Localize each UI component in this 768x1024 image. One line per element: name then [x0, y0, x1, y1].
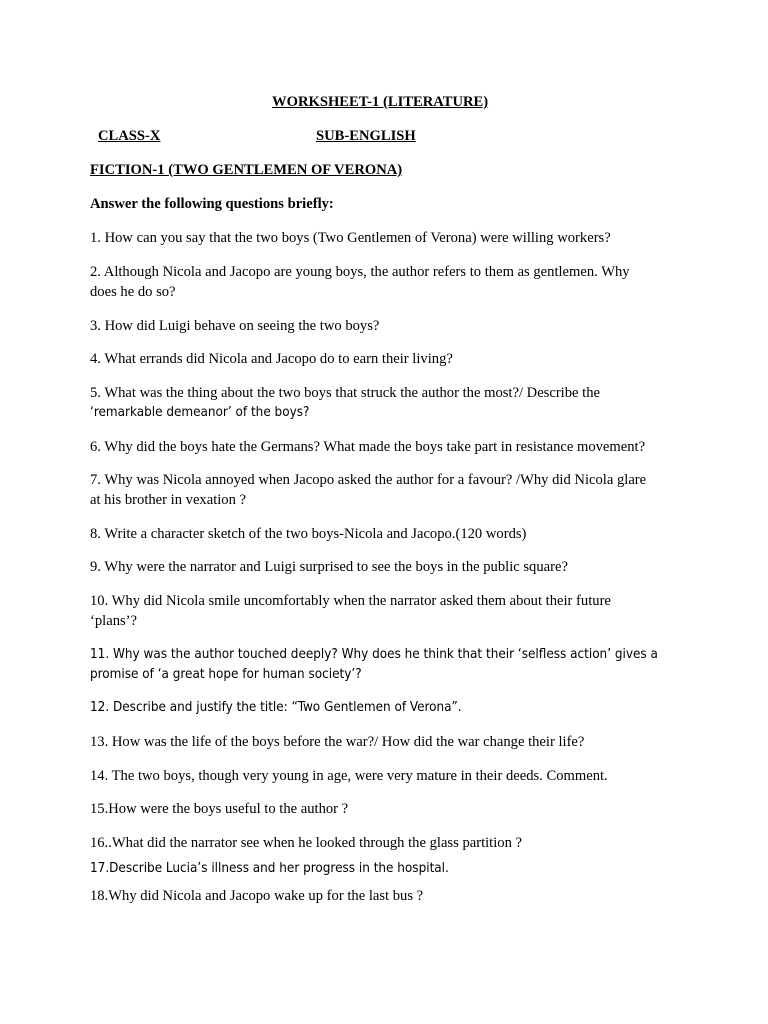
question-4-line-1: 4. What errands did Nicola and Jacopo do to earn their living?	[90, 351, 453, 367]
question-11-line-1: 11. Why was the author touched deeply? Why does he think that their ‘selfless action’ gives a	[90, 647, 658, 662]
question-8-line-1: 8. Write a character sketch of the two boys-Nicola and Jacopo.(120 words)	[90, 526, 527, 542]
question-16-line-1: 16..What did the narrator see when he looked through the glass partition ?	[90, 835, 523, 851]
question-10-line-2: ‘plans’?	[90, 613, 138, 629]
question-2-line-1: 2. Although Nicola and Jacopo are young boys, the author refers to them as gentlemen. Why	[90, 264, 630, 280]
question-5-line-2: ‘remarkable demeanor’ of the boys?	[90, 405, 310, 420]
subject-label: SUB-ENGLISH	[316, 128, 416, 144]
instructions-line: Answer the following questions briefly:	[90, 196, 334, 212]
question-17-line-1: 17.Describe Lucia’s illness and her progress in the hospital.	[90, 861, 449, 876]
question-7-line-2: at his brother in vexation ?	[90, 492, 247, 508]
question-12-line-1: 12. Describe and justify the title: “Two Gentlemen of Verona”.	[90, 700, 462, 715]
question-11-line-2: promise of ‘a great hope for human society’?	[90, 667, 362, 682]
question-15-line-1: 15.How were the boys useful to the author ?	[90, 801, 349, 817]
question-5-line-1: 5. What was the thing about the two boys that struck the author the most?/ Describe the	[90, 385, 600, 401]
question-7-line-1: 7. Why was Nicola annoyed when Jacopo asked the author for a favour? /Why did Nicola glare	[90, 472, 647, 488]
worksheet-title: WORKSHEET-1 (LITERATURE)	[272, 94, 489, 110]
question-10-line-1: 10. Why did Nicola smile uncomfortably when the narrator asked them about their future	[90, 593, 611, 609]
question-14-line-1: 14. The two boys, though very young in age, were very mature in their deeds. Comment.	[90, 768, 608, 784]
class-label: CLASS-X	[98, 128, 161, 144]
question-6-line-1: 6. Why did the boys hate the Germans? What made the boys take part in resistance movement?	[90, 439, 646, 455]
question-2-line-2: does he do so?	[90, 284, 176, 300]
question-18-line-1: 18.Why did Nicola and Jacopo wake up for the last bus ?	[90, 888, 424, 904]
question-9-line-1: 9. Why were the narrator and Luigi surprised to see the boys in the public square?	[90, 559, 568, 575]
question-13-line-1: 13. How was the life of the boys before the war?/ How did the war change their life?	[90, 734, 585, 750]
fiction-heading: FICTION-1 (TWO GENTLEMEN OF VERONA)	[90, 162, 403, 178]
question-1-line-1: 1. How can you say that the two boys (Two Gentlemen of Verona) were willing workers?	[90, 230, 611, 246]
question-3-line-1: 3. How did Luigi behave on seeing the two boys?	[90, 318, 380, 334]
